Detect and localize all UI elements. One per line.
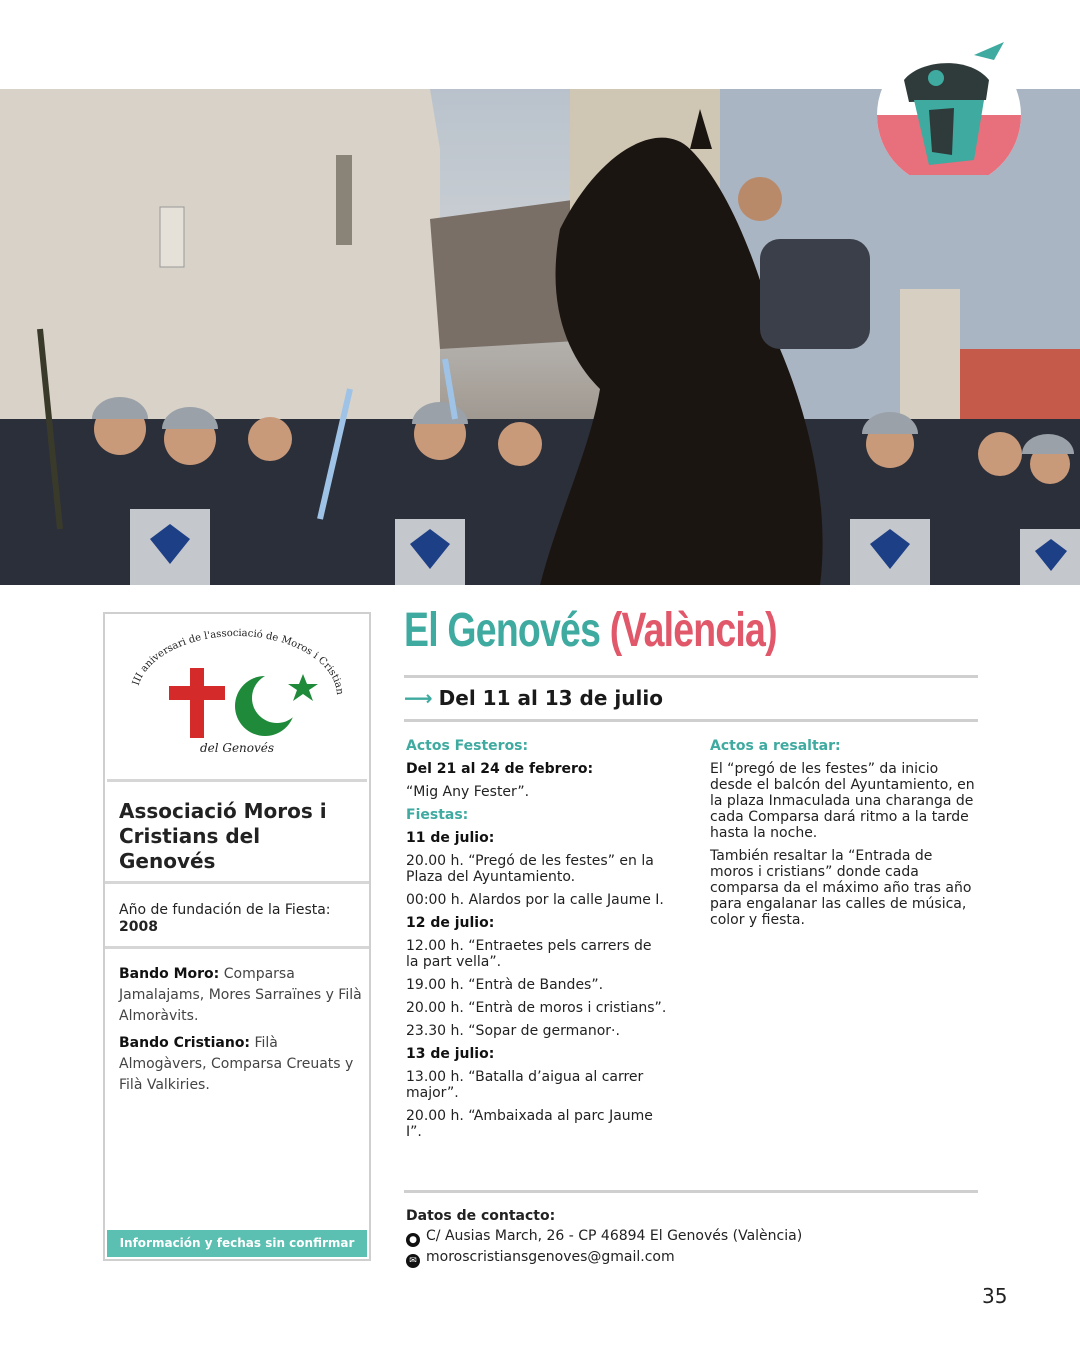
schedule-item: 00:00 h. Alardos por la calle Jaume I.: [406, 892, 664, 908]
unconfirmed-notice: Información y fechas sin confirmar: [107, 1230, 367, 1257]
logo-arc-text: III aniversari de l'associació de Moros i Cristian: [130, 627, 346, 696]
founding-year: [119, 902, 359, 936]
bando-moro: Bando Moro: Comparsa Jamalajams, Mores Sarraïnes y Filà Almoràvits.: [119, 966, 362, 1024]
association-name: Associació Moros i Cristians del Genovés: [119, 799, 327, 873]
schedule-item: 20.00 h. “Ambaixada al parc Jaume I”.: [406, 1108, 653, 1140]
fiestas-label: Fiestas:: [406, 807, 469, 823]
page-title: [404, 603, 777, 658]
day-heading: 12 de julio:: [406, 915, 495, 931]
bandos: [119, 964, 363, 1102]
actos-date: Del 21 al 24 de febrero:: [406, 761, 594, 777]
logo-bottom-text: del Genovés: [199, 741, 275, 755]
association-card: [103, 612, 371, 1261]
day-heading: 11 de julio:: [406, 830, 495, 846]
schedule-item: 23.30 h. “Sopar de germanor·.: [406, 1023, 620, 1039]
schedule-item: 20.00 h. “Entrà de moros i cristians”.: [406, 1000, 667, 1016]
date-range-text: Del 11 al 13 de julio: [438, 686, 663, 710]
bando-cristiano: Bando Cristiano: Filà Almogàvers, Comparsa Creuats y Filà Valkiries.: [119, 1035, 354, 1093]
divider: [105, 946, 369, 949]
highlights-label: Actos a resaltar:: [710, 738, 841, 754]
highlights-paragraph: También resaltar la “Entrada de moros i cristians” donde cada comparsa da el máximo año tras año para engalanar las calles de música, color y fiesta.: [710, 848, 972, 928]
actos-text: “Mig Any Fester”.: [406, 784, 530, 800]
contact-address: ● C/ Ausias March, 26 - CP 46894 El Genovés (València): [406, 1226, 980, 1247]
envelope-icon: ✉: [406, 1254, 420, 1268]
moor-emblem-icon: [874, 40, 1024, 175]
cross-icon: [190, 668, 204, 738]
divider: [404, 719, 978, 722]
day-heading: 13 de julio:: [406, 1046, 495, 1062]
contact-section: [406, 1206, 980, 1268]
founding-year-value: 2008: [119, 919, 158, 935]
schedule-item: 19.00 h. “Entrà de Bandes”.: [406, 977, 604, 993]
schedule-column: [406, 738, 668, 1147]
divider: [404, 1190, 978, 1193]
divider: [105, 881, 369, 884]
location-pin-icon: ●: [406, 1233, 420, 1247]
divider: [404, 675, 978, 678]
schedule-item: 20.00 h. “Pregó de les festes” en la Plaza del Ayuntamiento.: [406, 853, 654, 885]
founding-year-label: Año de fundación de la Fiesta:: [119, 902, 331, 918]
town-name: El Genovés: [404, 604, 601, 657]
schedule-item: 12.00 h. “Entraetes pels carrers de la part vella”.: [406, 938, 652, 970]
highlights-paragraph: El “pregó de les festes” da inicio desde el balcón del Ayuntamiento, en la plaza Inmaculada una charanga de cada Comparsa dará ritmo a la tarde hasta la noche.: [710, 761, 975, 841]
actos-label: Actos Festeros:: [406, 738, 529, 754]
schedule-item: 13.00 h. “Batalla d’aigua al carrer major”.: [406, 1069, 644, 1101]
arrow-right-icon: ⟶: [404, 686, 433, 710]
contact-label: Datos de contacto:: [406, 1208, 556, 1224]
page-number: 35: [982, 1284, 1008, 1308]
date-range: [404, 686, 663, 710]
association-logo: [107, 616, 367, 782]
highlights-column: [710, 738, 980, 935]
contact-email[interactable]: ✉ moroscristiansgenoves@gmail.com: [406, 1247, 980, 1268]
region-name: (València): [609, 604, 777, 657]
